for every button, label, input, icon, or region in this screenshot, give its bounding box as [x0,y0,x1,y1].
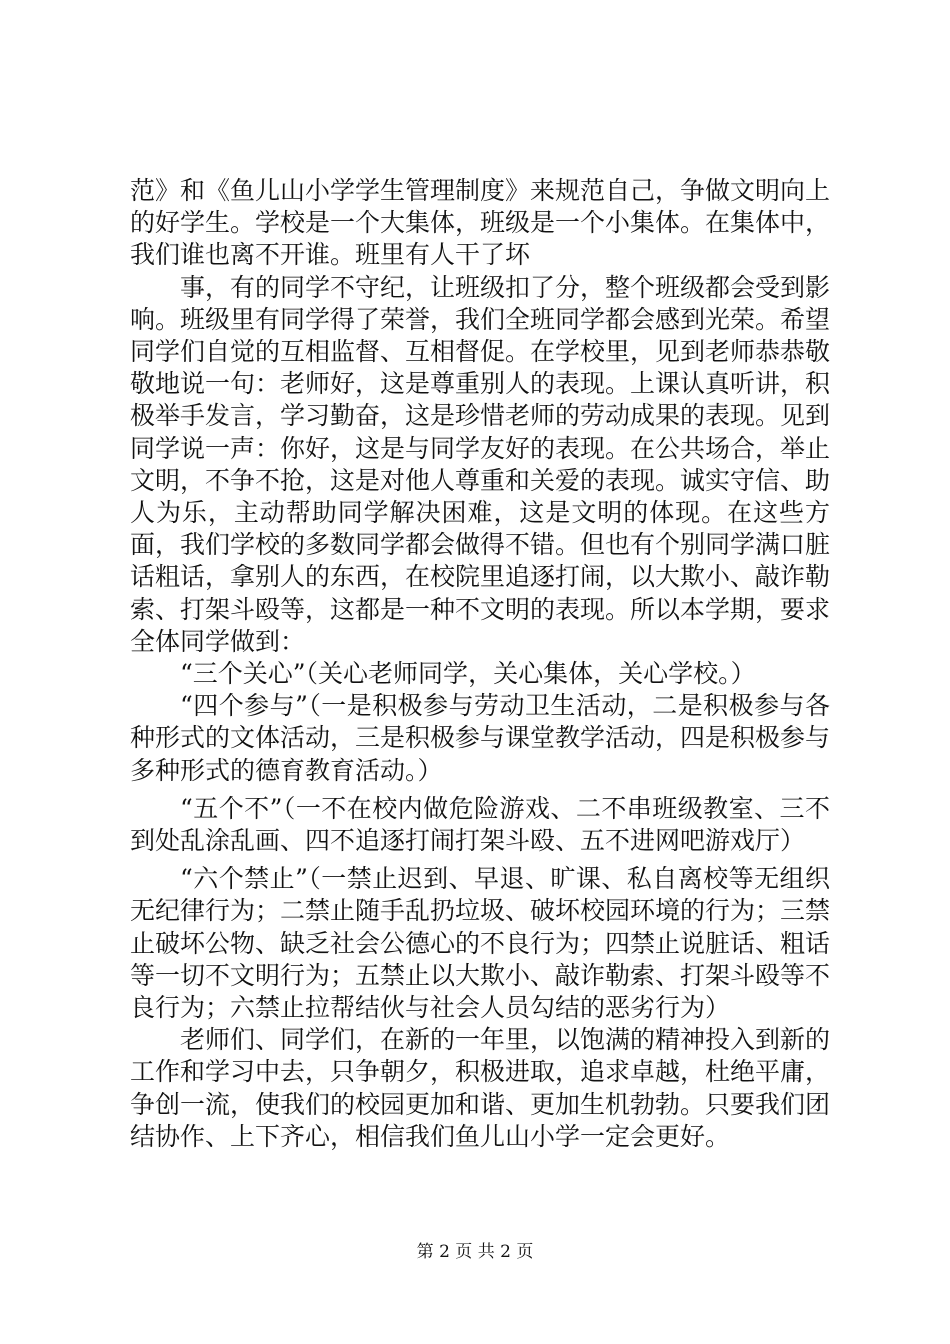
document-body [130,175,830,1153]
paragraph-six-prohibitions: “六个禁止”（一禁止迟到、早退、旷课、私自离校等无组织无纪律行为；二禁止随手乱扔垃圾、破坏校园环境的行为；三禁止破坏公物、缺乏社会公德心的不良行为；四禁止说脏话、粗话等一切不文明行为；五禁止以大欺小、敲诈勒索、打架斗殴等不良行为；六禁止拉帮结伙与社会人员勾结的恶劣行为） [130,864,831,1023]
paragraph-closing: 老师们、同学们，在新的一年里，以饱满的精神投入到新的工作和学习中去，只争朝夕，积极进取，追求卓越，杜绝平庸，争创一流，使我们的校园更加和谐、更加生机勃勃。只要我们团结协作、上下齐心，相信我们鱼儿山小学一定会更好。 [130,1025,831,1151]
page-number-label: 第 2 页 共 2 页 [416,1242,534,1262]
paragraph-civility-behaviors: 事，有的同学不守纪，让班级扣了分，整个班级都会受到影响。班级里有同学得了荣誉，我们全班同学都会感到光荣。希望同学们自觉的互相监督、互相督促。在学校里，见到老师恭恭敬敬地说一句：老师好，这是尊重别人的表现。上课认真听讲，积极举手发言，学习勤奋，这是珍惜老师的劳动成果的表现。见到同学说一声：你好，这是与同学友好的表现。在公共场合，举止文明，不争不抢，这是对他人尊重和关爱的表现。诚实守信、助人为乐，主动帮助同学解决困难，这是文明的体现。在这些方面，我们学校的多数同学都会做得不错。但也有个别同学满口脏话粗话，拿别人的东西，在校院里追逐打闹，以大欺小、敲诈勒索、打架斗殴等，这都是一种不文明的表现。所以本学期，要求全体同学做到： [130,272,831,656]
paragraph-continuation: 范》和《鱼儿山小学学生管理制度》来规范自己，争做文明向上的好学生。学校是一个大集体，班级是一个小集体。在集体中，我们谁也离不开谁。班里有人干了坏 [130,176,831,270]
paragraph-five-donts: “五个不”（一不在校内做危险游戏、二不串班级教室、三不到处乱涂乱画、四不追逐打闹打架斗殴、五不进网吧游戏厅） [130,793,830,856]
page-footer [0,1241,950,1263]
paragraph-four-participations: “四个参与”（一是积极参与劳动卫生活动，二是积极参与各种形式的文体活动，三是积极参与课堂教学活动，四是积极参与多种形式的德育教育活动。） [130,691,831,785]
paragraph-three-concerns: “三个关心”（关心老师同学，关心集体，关心学校。） [180,659,756,689]
